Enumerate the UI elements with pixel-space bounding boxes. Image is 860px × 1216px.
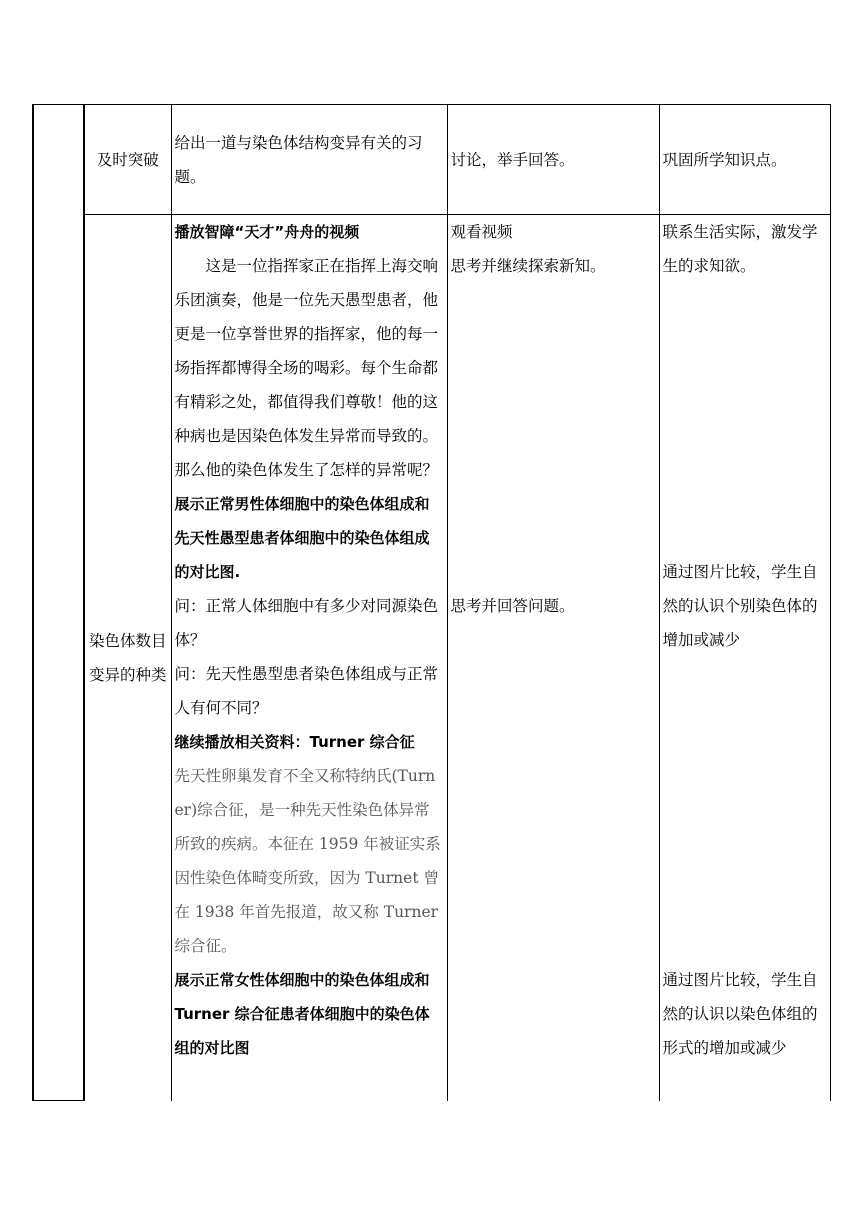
student-activity-cell: [447, 215, 659, 1101]
stage-cell: 染色体数目变异的种类: [84, 215, 171, 1101]
student-think-explore: 思考并继续探索新知。: [450, 257, 606, 275]
lesson-plan-table: [32, 104, 831, 1101]
teacher-paragraph-turner: 先天性卵巢发育不全又称特纳氏(Turner)综合征，是一种先天性染色体异常所致的疾病。本征在 1959 年被证实系因性染色体畸变所致，因为 Turnet 曾在 1938 年首先报道，故又称 Turner 综合征。: [174, 767, 441, 955]
teacher-activity-cell: 给出一道与染色体结构变异有关的习题。: [171, 105, 447, 215]
teacher-question-homologous-pairs: 问：正常人体细胞中有多少对同源染色体？: [174, 597, 439, 649]
design-intent-cell: 巩固所学知识点。: [659, 105, 830, 215]
student-activity-cell: 讨论，举手回答。: [447, 105, 659, 215]
spacer: [451, 283, 656, 589]
intent-individual-chromosome: 通过图片比较，学生自然的认识个别染色体的增加或减少: [662, 563, 818, 649]
design-intent-cell: [659, 215, 830, 1101]
outer-left-column: [33, 105, 84, 1101]
table-row-timely-breakthrough: [33, 105, 830, 215]
teacher-activity-cell: [171, 215, 447, 1101]
spacer: [663, 283, 827, 555]
spacer: [663, 657, 827, 963]
student-watch-video: 观看视频: [450, 223, 513, 241]
teacher-heading-video: 播放智障“天才”舟舟的视频: [174, 223, 360, 241]
table-row-chromosome-number-variation: [33, 215, 830, 1101]
student-think-answer: 思考并回答问题。: [450, 597, 575, 615]
teacher-question-difference: 问：先天性愚型患者染色体组成与正常人有何不同？: [174, 665, 439, 717]
teacher-heading-turner: 继续播放相关资料：Turner 综合征: [174, 733, 415, 751]
stage-cell: 及时突破: [84, 105, 171, 215]
intent-chromosome-set: 通过图片比较，学生自然的认识以染色体组的形式的增加或减少: [662, 971, 818, 1057]
teacher-paragraph-conductor: 这是一位指挥家正在指挥上海交响乐团演奏，他是一位先天愚型患者，他更是一位享誉世界的指挥家，他的每一场指挥都博得全场的喝彩。每个生命都有精彩之处，都值得我们尊敬！他的这种病也是因染色体发生异常而导致的。那么他的染色体发生了怎样的异常呢？: [174, 257, 439, 479]
teacher-heading-female-comparison: 展示正常女性体细胞中的染色体组成和 Turner 综合征患者体细胞中的染色体组的对比图: [174, 971, 430, 1057]
teacher-heading-male-comparison: 展示正常男性体细胞中的染色体组成和先天性愚型患者体细胞中的染色体组成的对比图.: [174, 495, 430, 581]
intent-real-life: 联系生活实际，激发学生的求知欲。: [662, 223, 818, 275]
